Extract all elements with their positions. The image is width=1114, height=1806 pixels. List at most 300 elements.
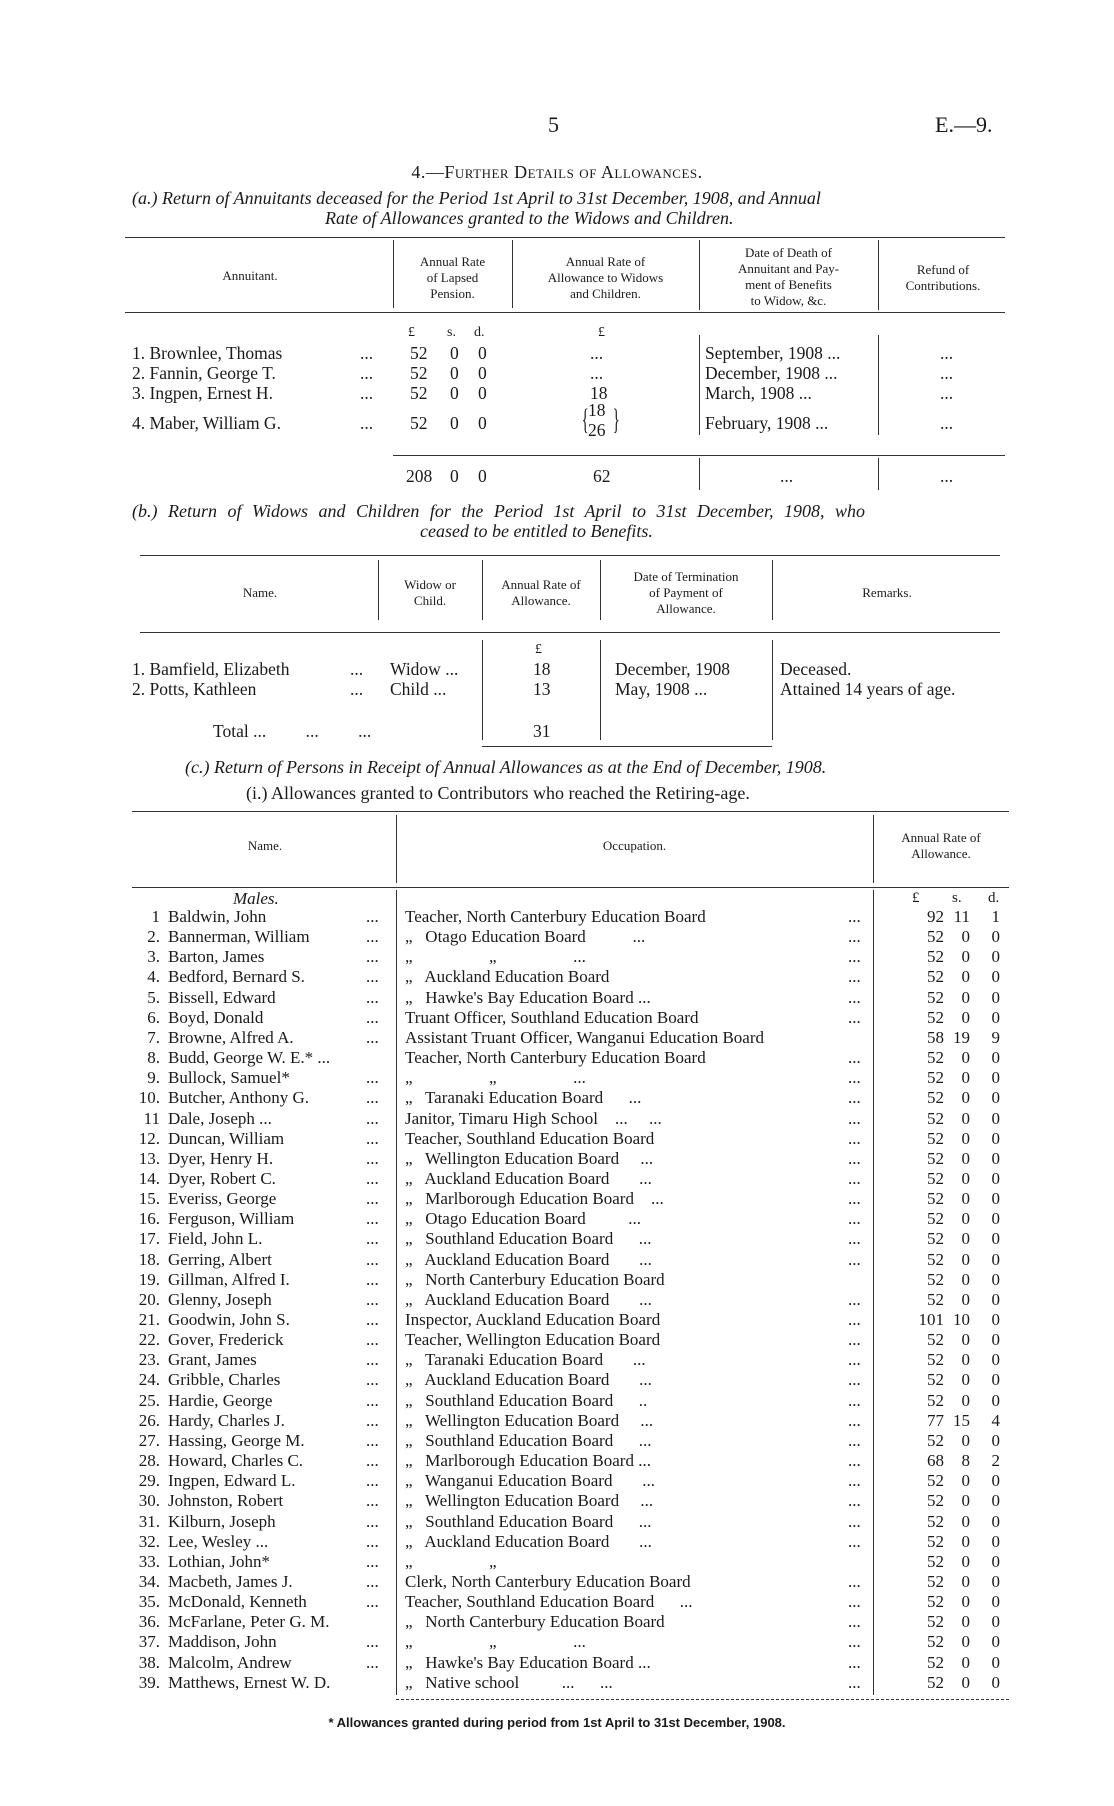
rate-pounds: 52 [927,1370,944,1389]
rate-pence: 0 [991,1109,1000,1128]
lapsed-pounds: 52 [410,363,428,383]
rate-pounds: 52 [927,927,944,946]
table-row [0,1491,1114,1511]
contributor-name: Goodwin, John S. [168,1310,290,1329]
rate-pence: 1 [991,907,1000,926]
rate-pence: 0 [991,1350,1000,1369]
rate-pounds: 77 [927,1411,944,1430]
rate-pounds: 52 [927,1169,944,1188]
section-title: 4.—Further Details of Allowances. [411,162,703,182]
rate-pence: 0 [991,967,1000,986]
table-row [0,1250,1114,1270]
rate-pence: 0 [991,1330,1000,1349]
contributor-name: Hardie, George [168,1391,273,1410]
dots: ... [848,1572,861,1591]
table-row [0,1632,1114,1652]
rate-pounds: 52 [927,1270,944,1289]
dots: ... [848,1592,861,1611]
b-unit-pounds: £ [535,642,542,657]
table-row [0,1592,1114,1612]
dots: ... [848,1310,861,1329]
lapsed-shillings: 0 [450,383,459,403]
occupation: „ Wellington Education Board ... [405,1149,654,1168]
contributor-name: Ingpen, Edward L. [168,1471,296,1490]
dots: ... [848,1290,861,1309]
dots: ... [366,1350,379,1369]
occupation: „ North Canterbury Education Board [405,1612,665,1631]
rate-pence: 0 [991,1552,1000,1571]
row-number: 37. [138,1632,160,1651]
occupation: „ Hawke's Bay Education Board ... [405,988,651,1007]
occupation: Teacher, Wellington Education Board [405,1330,661,1349]
dots: ... [366,1491,379,1510]
row-number: 18. [138,1250,160,1269]
dots: ... [366,1109,379,1128]
row-number: 34. [138,1572,160,1591]
divider [125,312,1005,313]
document-ref: E.—9. [935,112,993,137]
annuitant-row [0,343,1114,363]
rate-pence: 0 [991,1512,1000,1531]
contributor-name: Everiss, George [168,1189,277,1208]
row-number: 33. [138,1552,160,1571]
widow-rate: ... [590,363,604,383]
rate-pence: 0 [991,1431,1000,1450]
dots: ... [366,1370,379,1389]
table-row [0,1350,1114,1370]
total-widow: 62 [593,466,611,486]
dots: ... [848,1491,861,1510]
rate-pounds: 68 [927,1451,944,1470]
contributor-name: Gribble, Charles [168,1370,281,1389]
table-row [0,907,1114,927]
dots: ... [848,1350,861,1369]
rate-pence: 9 [991,1028,1000,1047]
rate-shillings: 11 [953,907,970,926]
refund: ... [940,363,954,383]
refund: ... [940,383,954,403]
occupation: Teacher, North Canterbury Education Board [405,907,706,926]
dots: ... [848,1068,861,1087]
c-header-name: Name. [247,838,283,853]
contributor-name: Boyd, Donald [168,1008,264,1027]
rate-shillings: 0 [961,1109,970,1128]
divider [132,887,1009,888]
dots: ... [848,1048,861,1067]
occupation: „ Auckland Education Board ... [405,1250,652,1269]
table-row [0,947,1114,967]
occupation: „ Otago Education Board ... [405,1209,642,1228]
rate-pounds: 52 [927,1632,944,1651]
dots: ... [350,679,364,699]
annuitant-row [0,413,1114,433]
contributor-name: Kilburn, Joseph [168,1512,276,1531]
maber-widow-2: 26 [588,420,606,440]
contributor-name: Gover, Frederick [168,1330,284,1349]
occupation: „ Auckland Education Board ... [405,1290,652,1309]
row-number: 39. [138,1673,160,1692]
contributor-name: Bullock, Samuel* [168,1068,290,1087]
header-line: Annual Rate of [565,254,646,269]
remarks: Attained 14 years of age. [780,679,956,699]
annuitant-row [0,383,1114,403]
contributor-name: Bannerman, William [168,927,310,946]
rate-pence: 0 [991,1491,1000,1510]
contributor-name: Grant, James [168,1350,257,1369]
rate-pence: 2 [991,1451,1000,1470]
part-c-title [185,757,826,778]
dots: ... [848,1532,861,1551]
remarks: Deceased. [780,659,852,679]
rate-shillings: 0 [961,1068,970,1087]
unit-pence: d. [474,325,485,340]
rate-pounds: 101 [918,1310,944,1329]
dots: ... [848,1088,861,1107]
contributor-name: Browne, Alfred A. [168,1028,294,1047]
brace-left: { [581,403,589,436]
allowance-rate: 13 [533,679,551,699]
contributor-name: Malcolm, Andrew [168,1653,292,1672]
rate-pounds: 52 [927,1209,944,1228]
row-number: 7. [147,1028,160,1047]
table-row [0,1290,1114,1310]
table-row [0,1008,1114,1028]
rate-pounds: 52 [927,1572,944,1591]
rate-shillings: 0 [961,1552,970,1571]
occupation: „ Hawke's Bay Education Board ... [405,1653,651,1672]
rate-shillings: 0 [961,1673,970,1692]
row-number: 38. [138,1653,160,1672]
rate-shillings: 0 [961,1350,970,1369]
rate-shillings: 19 [953,1028,970,1047]
rate-shillings: 0 [961,1491,970,1510]
rate-pence: 0 [991,927,1000,946]
c-header-occupation: Occupation. [602,838,667,853]
dots: ... [366,1653,379,1672]
occupation: Janitor, Timaru High School ... ... [405,1109,662,1128]
contributor-name: Field, John L. [168,1229,263,1248]
table-row [0,1270,1114,1290]
total-pounds: 208 [406,466,433,486]
contributor-name: McFarlane, Peter G. M. [168,1612,330,1631]
table-row [0,1451,1114,1471]
header-line: Allowance. [511,593,571,608]
widow-name: 1. Bamfield, Elizabeth [132,659,290,679]
occupation: „ Taranaki Education Board ... [405,1350,646,1369]
row-number: 30. [138,1491,160,1510]
dots: ... [350,659,364,679]
rate-pounds: 52 [927,1350,944,1369]
header-line: of Payment of [649,585,723,600]
total-refund: ... [940,466,954,486]
table-row [0,1310,1114,1330]
header-line: Allowance. [656,601,716,616]
row-number: 32. [138,1532,160,1551]
contributor-name: Macbeth, James J. [168,1572,293,1591]
contributor-name: Hassing, George M. [168,1431,305,1450]
dots: ... [366,1632,379,1651]
row-number: 22. [138,1330,160,1349]
lapsed-pounds: 52 [410,343,428,363]
rate-pence: 0 [991,1068,1000,1087]
rate-shillings: 0 [961,1169,970,1188]
contributor-name: Butcher, Anthony G. [168,1088,309,1107]
rate-pence: 0 [991,947,1000,966]
death-date: September, 1908 ... [705,343,841,363]
occupation: „ Marlborough Education Board ... [405,1451,651,1470]
rate-pounds: 52 [927,1512,944,1531]
row-number: 19. [138,1270,160,1289]
group-label: Males. [233,889,279,908]
annuitant-name: 4. Maber, William G. [132,413,281,433]
lapsed-pence: 0 [478,413,487,433]
occupation: „ Wellington Education Board ... [405,1491,654,1510]
contributor-name: Glenny, Joseph [168,1290,272,1309]
header-line: ment of Benefits [745,277,832,292]
widow-or-child: Widow ... [390,659,459,679]
rate-pence: 0 [991,1391,1000,1410]
contributor-name: Dale, Joseph ... [168,1109,272,1128]
rate-shillings: 10 [953,1310,970,1329]
rate-pence: 0 [991,1370,1000,1389]
widow-row [0,679,1114,699]
dots: ... [366,1451,379,1470]
contributor-name: Budd, George W. E.* ... [168,1048,331,1067]
allowance-rate: 18 [533,659,551,679]
table-row [0,1370,1114,1390]
rate-shillings: 0 [961,1532,970,1551]
row-number: 9. [147,1068,160,1087]
death-date: December, 1908 ... [705,363,838,383]
dots: ... [366,1310,379,1329]
divider [140,555,1000,556]
rate-pounds: 52 [927,988,944,1007]
occupation: „ Southland Education Board ... [405,1229,652,1248]
table-row [0,1411,1114,1431]
table-row [0,1109,1114,1129]
widow-or-child: Child ... [390,679,447,699]
occupation: „ „ ... [405,1068,586,1087]
contributor-name: Baldwin, John [168,907,267,926]
header-line: Annual Rate [419,254,486,269]
rate-pounds: 52 [927,1048,944,1067]
contributor-name: Barton, James [168,947,265,966]
rate-shillings: 0 [961,1370,970,1389]
rate-pounds: 52 [927,1592,944,1611]
rate-shillings: 0 [961,1088,970,1107]
occupation: „ North Canterbury Education Board [405,1270,665,1289]
occupation: „ Taranaki Education Board ... [405,1088,642,1107]
dots: ... [848,967,861,986]
refund: ... [940,343,954,363]
termination-date: May, 1908 ... [615,679,708,699]
page-number: 5 [548,112,559,137]
lapsed-pence: 0 [478,383,487,403]
table-row [0,1068,1114,1088]
rate-pounds: 52 [927,1008,944,1027]
dots: ... [360,413,374,433]
row-number: 5. [147,988,160,1007]
contributor-name: Duncan, William [168,1129,285,1148]
dots: ... [366,1169,379,1188]
row-number: 36. [138,1612,160,1631]
lapsed-pounds: 52 [410,413,428,433]
dots: ... [366,1250,379,1269]
occupation: „ Southland Education Board ... [405,1512,652,1531]
occupation: Inspector, Auckland Education Board [405,1310,661,1329]
termination-date: December, 1908 [615,659,730,679]
dots: ... [360,383,374,403]
rate-pounds: 58 [927,1028,944,1047]
header-line: Pension. [430,286,475,301]
dots: ... [366,988,379,1007]
contributor-name: McDonald, Kenneth [168,1592,307,1611]
widow-rate: ... [590,343,604,363]
rate-pence: 0 [991,1189,1000,1208]
row-number: 3. [147,947,160,966]
rate-shillings: 0 [961,1431,970,1450]
rate-pence: 0 [991,1290,1000,1309]
b-header-widow [378,577,482,609]
column-header-annuitant: Annuitant. [222,268,278,283]
total-label: Total ... ... ... [213,721,372,741]
row-number: 29. [138,1471,160,1490]
occupation: „ Native school ... ... [405,1673,613,1692]
column-header-lapsed [393,254,512,302]
rate-shillings: 0 [961,1653,970,1672]
row-number: 31. [138,1512,160,1531]
dots: ... [366,927,379,946]
dots: ... [848,907,861,926]
header-line: to Widow, &c. [750,293,827,308]
dots: ... [366,1270,379,1289]
header-line: Child. [413,593,447,608]
table-row [0,1209,1114,1229]
rate-pence: 0 [991,1048,1000,1067]
header-line: of Lapsed [426,270,479,285]
rate-shillings: 0 [961,1471,970,1490]
dots: ... [366,1572,379,1591]
occupation: Teacher, Southland Education Board ... [405,1592,693,1611]
rate-pounds: 52 [927,1612,944,1631]
occupation: „ „ ... [405,947,586,966]
dots: ... [848,1109,861,1128]
dots: ... [848,1169,861,1188]
dots: ... [366,1431,379,1450]
table-row [0,1673,1114,1693]
contributor-name: Dyer, Henry H. [168,1149,274,1168]
occupation: „ Marlborough Education Board ... [405,1189,664,1208]
dots: ... [848,947,861,966]
dots: ... [366,907,379,926]
death-date: March, 1908 ... [705,383,812,403]
rate-pounds: 52 [927,1491,944,1510]
header-line: Widow or [404,577,456,592]
b-header-remarks: Remarks. [862,585,912,600]
header-line: Annuitant and Pay- [737,261,840,276]
rate-pounds: 52 [927,1229,944,1248]
table-row [0,1471,1114,1491]
dots: ... [848,1411,861,1430]
table-row [0,1028,1114,1048]
row-number: 12. [138,1129,160,1148]
divider [393,455,1005,456]
table-row [0,1391,1114,1411]
brace-right: } [612,403,620,436]
dots: ... [848,1229,861,1248]
row-number: 1 [151,907,160,926]
row-number: 17. [138,1229,160,1248]
dots: ... [366,1290,379,1309]
rate-pounds: 92 [927,907,944,926]
rate-shillings: 0 [961,1209,970,1228]
rate-pounds: 52 [927,1653,944,1672]
widow-row [0,659,1114,679]
rate-pence: 0 [991,1471,1000,1490]
occupation: „ „ [405,1552,497,1571]
header-line: Contributions. [905,278,981,293]
header-line: Refund of [916,262,970,277]
table-row [0,1612,1114,1632]
table-row [0,1552,1114,1572]
row-number: 28. [138,1451,160,1470]
rate-pounds: 52 [927,1532,944,1551]
dots: ... [848,1008,861,1027]
part-a-total [0,466,1114,486]
rate-pence: 4 [991,1411,1000,1430]
part-b-title: (b.) Return of Widows and Children for the Period 1st April to 31st December, 1908, who [132,501,865,521]
rate-shillings: 0 [961,1612,970,1631]
rate-pounds: 52 [927,1250,944,1269]
table-row [0,988,1114,1008]
occupation: „ „ ... [405,1632,586,1651]
dots: ... [848,1370,861,1389]
occupation: Truant Officer, Southland Education Board [405,1008,699,1027]
rate-pence: 0 [991,1653,1000,1672]
divider [396,1699,1009,1700]
dots: ... [848,1612,861,1631]
dots: ... [366,1209,379,1228]
table-row [0,1572,1114,1592]
row-number: 25. [138,1391,160,1410]
rate-shillings: 0 [961,988,970,1007]
rate-pounds: 52 [927,1391,944,1410]
dots: ... [848,1673,861,1692]
occupation: „ Otago Education Board ... [405,927,646,946]
dots: ... [366,967,379,986]
rate-pounds: 52 [927,1189,944,1208]
dots: ... [366,1532,379,1551]
dots: ... [848,1512,861,1531]
dots: ... [848,1189,861,1208]
table-row [0,1330,1114,1350]
dots: ... [366,1028,379,1047]
annuitant-row [0,363,1114,383]
widow-name: 2. Potts, Kathleen [132,679,257,699]
dots: ... [848,1330,861,1349]
dots: ... [366,1391,379,1410]
table-row [0,967,1114,987]
table-row [0,927,1114,947]
rate-pence: 0 [991,1310,1000,1329]
table-row [0,1229,1114,1249]
rate-pounds: 52 [927,1149,944,1168]
death-date: February, 1908 ... [705,413,829,433]
part-c-title-text: (c.) Return of Persons in Receipt of Annual Allowances as at the End of December, 1908. [185,757,827,777]
column-header-death-date [699,245,878,309]
total-shillings: 0 [450,466,459,486]
divider [132,811,1009,812]
